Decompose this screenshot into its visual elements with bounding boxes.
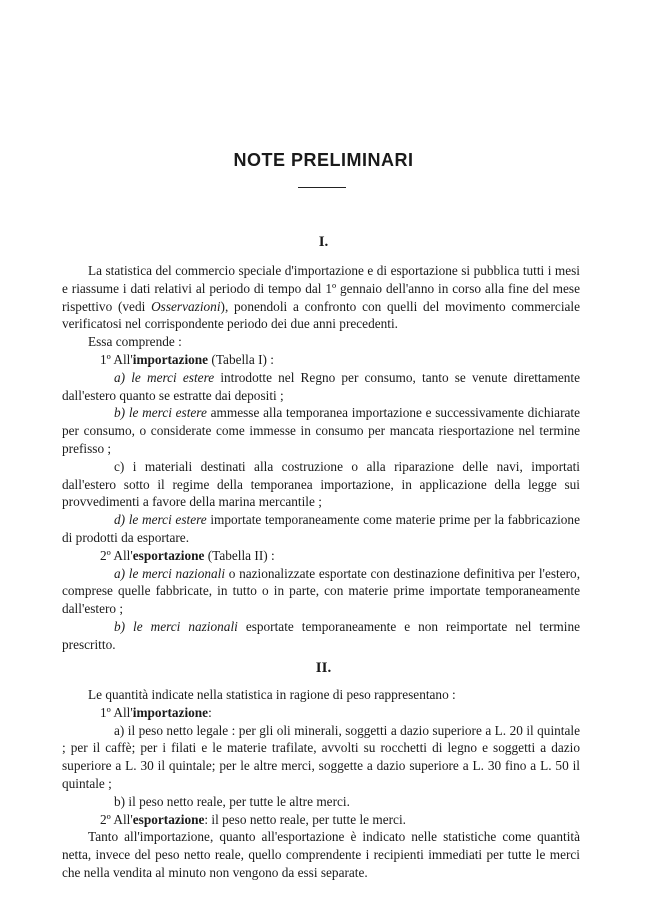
esportazione-heading: 2º All'esportazione (Tabella II) :: [100, 547, 275, 563]
item-import-d: d) le merci estere importate temporaneamente come materie prime per la fabbricazione di prodotti da esportare.: [62, 512, 580, 545]
section-heading-ii: II.: [315, 660, 332, 676]
title-rule: [298, 187, 346, 188]
importazione-heading-ii: 1º All'importazione:: [100, 704, 212, 720]
intro-paragraph: La statistica del commercio speciale d'importazione e di esportazione si pubblica tutti i mesi e riassume i dati relativi al periodo di tempo dal 1º gennaio dell'anno in corso alla fine del mese rispettivo (vedi Osservazioni), ponendoli a confronto con quelli del movimento commerciale verificatosi nel corrispondente periodo dei due anni precedenti.: [62, 263, 581, 332]
closing-paragraph: Tanto all'importazione, quanto all'esportazione è indicato nelle statistiche come quantità netta, invece del peso netto reale, quello comprendente i recipienti immediati per tutte le merci che nella vendita al minuto non vengono da essi separate.: [62, 829, 580, 880]
item-peso-a: a) il peso netto legale : per gli oli minerali, soggetti a dazio superiore a L. 20 il quintale ; per il caffè; per i filati e le materie trafilate, avvolti su rocchetti di legno e soggetti a dazio superiore a L. 30 il quintale; per le altre merci, soggette a dazio superiore a L. 30 fino a L. 50 il quintale ;: [62, 722, 580, 791]
importazione-heading: 1º All'importazione (Tabella I) :: [100, 351, 274, 367]
item-import-c: c) i materiali destinati alla costruzione o alla riparazione delle navi, importati dall'estero sotto il regime della temporanea importazione, in applicazione della legge sui provvedimenti a favore della marina mercantile ;: [62, 458, 580, 510]
section-ii-body: [62, 686, 580, 882]
item-peso-b: b) il peso netto reale, per tutte le altre merci.: [114, 793, 350, 809]
item-export-b: b) le merci nazionali esportate temporaneamente e non reimportate nel termine prescritto.: [62, 618, 581, 652]
section-i-body: [62, 262, 580, 654]
item-import-a: a) le merci estere introdotte nel Regno per consumo, tanto se venute direttamente dall'estero quanto se estratte dai depositi ;: [62, 369, 580, 403]
item-import-b: b) le merci estere ammesse alla temporanea importazione e successivamente dichiarate per consumo, o considerate come immesse in consumo per mancata riesportazione nel termine prefisso ;: [62, 405, 581, 456]
esportazione-heading-ii: 2º All'esportazione: il peso netto reale, per tutte le merci.: [100, 811, 406, 827]
section-heading-i: I.: [318, 234, 329, 250]
quantita-paragraph: Le quantità indicate nella statistica in ragione di peso rappresentano :: [88, 687, 456, 702]
comprende-line: Essa comprende :: [88, 334, 182, 350]
page-title: NOTE PRELIMINARI: [233, 150, 414, 170]
item-export-a: a) le merci nazionali o nazionalizzate esportate con destinazione definitiva per l'estero, comprese quelle fabbricate, in tutto o in parte, con materie prime importate temporaneamente dall'estero ;: [62, 565, 581, 617]
